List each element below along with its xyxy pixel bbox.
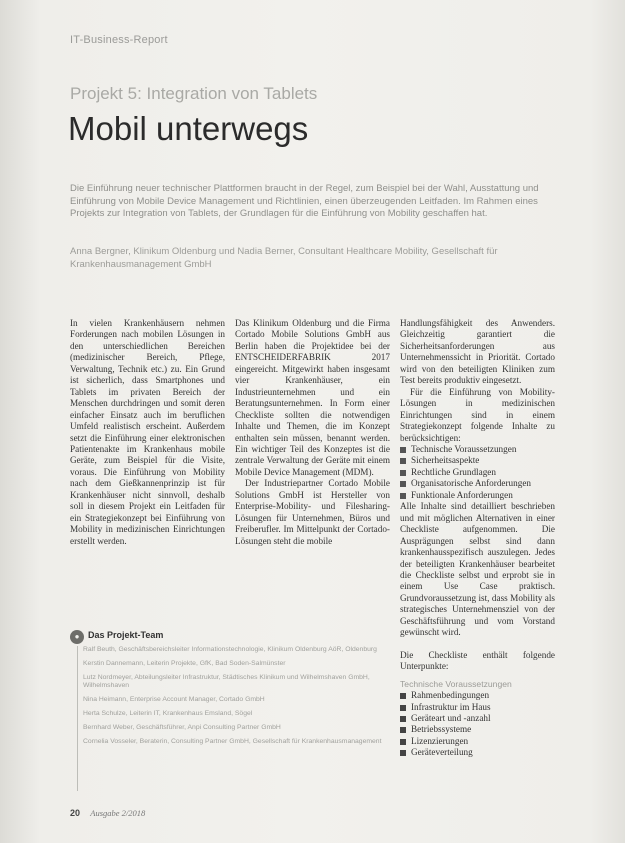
list-item: Lizenzierungen — [400, 736, 555, 747]
body-column-3 — [400, 318, 555, 759]
body-column-1 — [70, 318, 225, 547]
bullet-list-contents — [400, 444, 555, 501]
bullet-list-checklist — [400, 690, 555, 759]
section-label: IT-Business-Report — [70, 34, 168, 46]
team-member: Cornelia Vosseler, Beraterin, Consulting Partner GmbH, Gesellschaft für Krankenhausmanagement — [83, 737, 382, 745]
team-member: Herta Schulze, Leiterin IT, Krankenhaus Emsland, Sögel — [83, 710, 253, 718]
article-lead: Die Einführung neuer technischer Plattformen braucht in der Regel, zum Beispiel bei der Wahl, Ausstattung und Einführung von Mobile Device Management und Richtlinien, einen überzeugenden Leitfaden. Im Rahmen eines Projekts zur Integration von Tablets, der Grundlagen für die Einführung von Mobility geschaffen hat. — [70, 183, 539, 220]
article-authors: Anna Bergner, Klinikum Oldenburg und Nadia Berner, Consultant Healthcare Mobility, Gesellschaft für Krankenhausmanagement GmbH — [70, 246, 498, 270]
body-column-2 — [235, 318, 390, 547]
paragraph: Alle Inhalte sind detailliert beschrieben und mit möglichen Alternativen in einer Checkliste aufgenommen. Die Ausprägungen selbst sind dann krankenhausspezifisch auszulegen. Jedes der beteiligten Krankenhäuser bearbeitet die Checkliste selbst und erprobt sie in einem Use Case praktisch. Grundvoraussetzung ist, dass Mobility als strategisches Unternehmensziel von der Geschäftsführung und vom Vorstand gewünscht wird. — [400, 501, 555, 638]
team-member: Bernhard Weber, Geschäftsführer, Anpi Consulting Partner GmbH — [83, 723, 281, 731]
list-item: Geräteart und -anzahl — [400, 713, 555, 724]
paragraph: Die Checkliste enthält folgende Unterpunkte: — [400, 649, 555, 672]
paragraph: Das Klinikum Oldenburg und die Firma Cortado Mobile Solutions GmbH aus Berlin haben die Projektidee bei der ENTSCHEIDERFABRIK 2017 eingereicht. Mitgewirkt haben insgesamt vier Krankenhäuser, ein Industrieunternehmen und ein Beratungsunternehmen. In Form einer Checkliste sollten die notwendigen Inhalte und Themen, die im Konzept enthalten sein müssen, benannt werden. Ein wichtiger Teil des Konzeptes ist die zentrale Verwaltung der Geräte mit einem Mobile Device Management (MDM). — [235, 318, 390, 477]
paragraph: In vielen Krankenhäusern nehmen Forderungen nach mobilen Lösungen in den unterschiedlichen Bereichen (medizinischer Bereich, Pflege, Verwaltung, Technik etc.) zu. Ein Grund ist sicherlich, dass Smartphones und Tablets im privaten Bereich der Menschen durchdringen und somit deren einfacher Einsatz auch im beruflichen Umfeld realistisch erscheint. Außerdem setzt die Einführung einer elektronischen Patientenakte im Krankenhaus mobile Geräte, zum Beispiel für die Visite, voraus. Die Einführung von Mobility nach dem Gießkannenprinzip ist für Krankenhäuser nicht sinnvoll, deshalb soll in diesem Projekt ein Leitfaden für ein Strategiekonzept bei Einführung von Mobility in medizinischen Einrichtungen erstellt werden. — [70, 318, 225, 546]
team-member: Nina Heimann, Enterprise Account Manager, Cortado GmbH — [83, 696, 265, 704]
list-subheading: Technische Voraussetzungen — [400, 678, 512, 689]
paragraph: Handlungsfähigkeit des Anwenders. Gleichzeitig garantiert die Sicherheitsanforderungen aus Unternehmenssicht in Priorität. Cortado wird von den beteiligten Kliniken zum Test bereits produktiv eingesetzt. — [400, 318, 555, 386]
list-item: Organisatorische Anforderungen — [400, 478, 555, 489]
list-item: Funktionale Anforderungen — [400, 490, 555, 501]
team-title: Das Projekt-Team — [88, 630, 164, 640]
team-list — [83, 646, 383, 752]
magazine-issue: Ausgabe 2/2018 — [90, 808, 146, 818]
list-item: Technische Voraussetzungen — [400, 444, 555, 455]
divider — [77, 646, 78, 791]
list-item: Sicherheitsaspekte — [400, 455, 555, 466]
list-item: Betriebssysteme — [400, 724, 555, 735]
list-item: Rechtliche Grundlagen — [400, 467, 555, 478]
person-icon: ● — [70, 630, 84, 644]
article-title: Mobil unterwegs — [68, 110, 309, 147]
team-member: Kerstin Dannemann, Leiterin Projekte, GfK, Bad Soden-Salmünster — [83, 659, 286, 667]
team-member: Ralf Beuth, Geschäftsbereichsleiter Informationstechnologie, Klinikum Oldenburg AöR, Oldenburg — [83, 646, 377, 653]
page-footer — [70, 808, 145, 818]
team-member: Lutz Nordmeyer, Abteilungsleiter Infrastruktur, Städtisches Klinikum und Wilhelmshaven GmbH, Wilhelmshaven — [83, 673, 370, 690]
article-kicker: Projekt 5: Integration von Tablets — [70, 84, 318, 103]
paragraph: Für die Einführung von Mobility-Lösungen in medizinischen Einrichtungen sind in einem Strategiekonzept folgende Inhalte zu berücksichtigen: — [400, 386, 555, 443]
page-number: 20 — [70, 808, 81, 818]
list-item: Rahmenbedingungen — [400, 690, 555, 701]
paragraph: Der Industriepartner Cortado Mobile Solutions GmbH ist Hersteller von Enterprise-Mobility- und Filesharing-Lösungen für Unternehmen, Büros und Freiberufler. Im Mittelpunkt der Cortado-Lösungen steht die mobile — [235, 478, 390, 546]
list-item: Geräteverteilung — [400, 747, 555, 758]
list-item: Infrastruktur im Haus — [400, 702, 555, 713]
